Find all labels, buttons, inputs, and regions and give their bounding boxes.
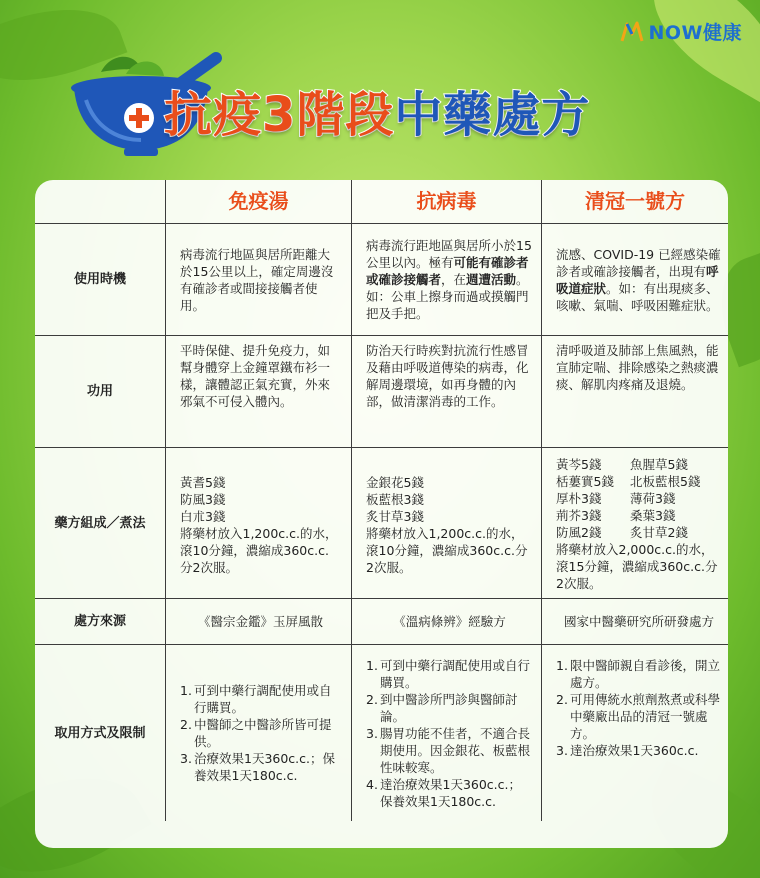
formula-herb: 防風2錢 (556, 525, 602, 540)
leaf-decoration-top-right (630, 0, 760, 102)
formula-immune-soup (165, 448, 351, 598)
list-item: 3. 腸胃功能不佳者，不適合長期使用。因金銀花、板藍根性味較寒。 (366, 725, 531, 775)
title-part-orange: 抗疫3階段 (164, 87, 395, 143)
row-label-effect: 功用 (86, 384, 113, 399)
formula-herb: 桑葉3錢 (630, 508, 676, 523)
usage-qingguan (541, 224, 728, 335)
table-row-formula (35, 448, 728, 599)
list-item: 2. 到中醫診所門診與醫師討論。 (366, 691, 518, 724)
formula-herb-line: 板藍根3錢 (366, 492, 424, 507)
row-label-source: 處方來源 (73, 614, 126, 629)
effect-antiviral: 防治天行時疾對抗流行性感冒及藉由呼吸道傳染的病毒，化解周邊環境，如再身體的內部，做清潔消毒的工作。 (351, 336, 541, 447)
header-qingguan-formula: 清冠一號方 (541, 180, 728, 223)
usage-antiviral (351, 224, 541, 335)
table-row-access (35, 645, 728, 821)
table-row-source (35, 599, 728, 645)
list-item: 4. 達治療效果1天360c.c.；保養效果1天180c.c. (366, 776, 522, 809)
table-row-effect (35, 336, 728, 448)
formula-herb: 炙甘草2錢 (630, 525, 688, 540)
formula-method: 將藥材放入2,000c.c.的水，滾15分鐘，濃縮成360c.c.分2次服。 (556, 542, 718, 591)
formula-herb-line: 白朮3錢 (180, 509, 226, 524)
row-label-access: 取用方式及限制 (54, 725, 146, 741)
row-label-usage: 使用時機 (73, 272, 126, 287)
formula-herb: 厚朴3錢 (556, 491, 602, 506)
formula-herb-line: 炙甘草3錢 (366, 509, 424, 524)
formula-herb-line: 金銀花5錢 (366, 475, 424, 490)
prescription-table (35, 180, 728, 821)
access-list (366, 657, 533, 810)
logo-mark-icon (620, 21, 644, 43)
access-immune-soup (165, 645, 351, 821)
formula-antiviral (351, 448, 541, 598)
list-item: 2. 可用傳統水煎劑熬煮或科學中藥廠出品的清冠一號處方。 (556, 692, 721, 741)
formula-herb: 黃芩5錢 (556, 457, 602, 472)
usage-qingguan-text: 流感、COVID-19 已經感染確診者或確診接觸者，出現有呼吸道症狀。如：有出現痰多、咳嗽、氣喘、呼吸困難症狀。 (556, 246, 721, 313)
formula-qingguan (541, 448, 728, 598)
formula-herb: 薄荷3錢 (630, 491, 676, 506)
usage-antiviral-text: 病毒流行距地區與居所小於15公里以內。極有可能有確診者或確診接觸者，在週遭活動。如：公車上擦身而過或摸觸門把及手把。 (366, 238, 532, 321)
formula-method: 將藥材放入1,200c.c.的水，滾10分鐘，濃縮成360c.c.分2次服。 (366, 526, 528, 575)
formula-herb-grid (556, 456, 722, 541)
list-item: 1. 可到中藥行調配使用或自行購買。 (366, 657, 531, 690)
formula-herb: 北板藍根5錢 (630, 474, 701, 489)
formula-method: 將藥材放入1,200c.c.的水，滾10分鐘，濃縮成360c.c.分2次服。 (180, 526, 338, 575)
list-item: 1. 可到中藥行調配使用或自行購買。 (180, 683, 332, 715)
effect-qingguan: 清呼吸道及肺部上焦風熱，能宣肺定喘、排除感染之熱痰濃痰、解肌肉疼痛及退燒。 (541, 336, 728, 447)
access-list (556, 657, 722, 759)
title-part-blue: 中藥處方 (394, 87, 591, 143)
formula-herb: 魚腥草5錢 (630, 457, 688, 472)
list-item: 1. 限中醫師親自看診後，開立處方。 (556, 658, 721, 690)
usage-immune-soup-text: 病毒流行地區與居所距離大於15公里以上，確定周邊沒有確診者或間接接觸者使用。 (180, 246, 334, 313)
source-qingguan: 國家中醫藥研究所研發處方 (541, 599, 728, 644)
access-list (180, 682, 341, 784)
access-qingguan (541, 645, 728, 821)
formula-herb-line: 防風3錢 (180, 492, 226, 507)
list-item: 2. 中醫師之中醫診所皆可提供。 (180, 717, 332, 749)
formula-herb: 栝蔞實5錢 (556, 474, 614, 489)
formula-herb-line: 黃耆5錢 (180, 475, 226, 490)
page-title (164, 76, 590, 145)
list-item: 3. 達治療效果1天360c.c. (556, 743, 699, 758)
header-empty (35, 180, 165, 223)
formula-herb: 荊芥3錢 (556, 508, 602, 523)
list-item: 3. 治療效果1天360c.c.；保養效果1天180c.c. (180, 751, 336, 783)
header-antiviral: 抗病毒 (351, 180, 541, 223)
brand-logo (620, 18, 742, 45)
access-antiviral (351, 645, 541, 821)
source-immune-soup: 《醫宗金鑑》玉屏風散 (165, 599, 351, 644)
table-header-row (35, 180, 728, 224)
row-label-formula: 藥方組成／煮法 (54, 515, 146, 531)
effect-immune-soup: 平時保健、提升免疫力，如幫身體穿上金鐘罩鐵布衫一樣，讓體認正氣充實，外來邪氣不可侵入體內。 (165, 336, 351, 447)
source-antiviral: 《溫病條辨》經驗方 (351, 599, 541, 644)
logo-text: NOW健康 (648, 22, 742, 44)
usage-immune-soup (165, 224, 351, 335)
table-row-usage (35, 224, 728, 336)
header-immune-soup: 免疫湯 (165, 180, 351, 223)
